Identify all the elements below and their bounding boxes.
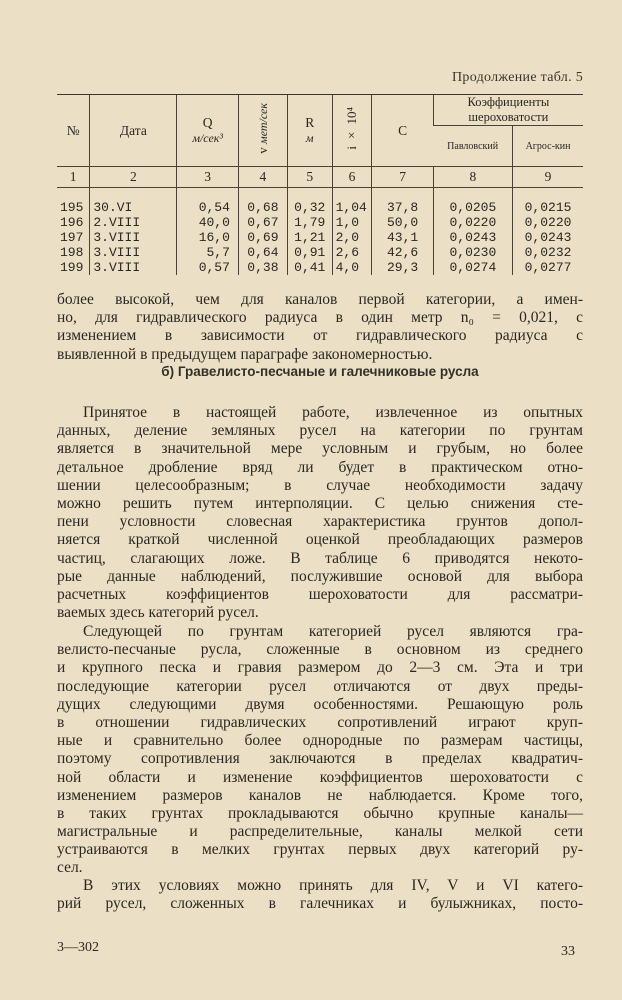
header-pavlovsky: Павловский [447, 140, 499, 152]
column-number: 3 [177, 167, 238, 188]
text-line: изменением размеров каналов не наблюдается. Кроме того, [57, 786, 583, 804]
paragraph-3 [57, 877, 583, 913]
header-r-symbol: R [305, 115, 315, 130]
table-cell: 43,1 [372, 230, 433, 245]
table-row [57, 260, 583, 275]
text-line: в таких грунтах прокладываются обычно крупные каналы— [57, 804, 583, 822]
table-cell: 195 [60, 200, 84, 215]
text-line: рые данные наблюдений, послужившие основой для выбора [57, 567, 583, 585]
text-line: велисто-песчаные русла, сложенные в основном из среднего [57, 641, 583, 659]
paragraph-2 [57, 623, 583, 878]
table-cell: 1,0 [332, 215, 372, 230]
table-cell: 42,6 [372, 245, 433, 260]
column-number: 4 [238, 167, 287, 188]
table-cell: 29,3 [372, 260, 433, 275]
text-line: можно решить путем интерполяции. С целью снижения сте- [57, 494, 583, 512]
table-cell: 50,0 [372, 215, 433, 230]
text-line: устраиваются в мелких грунтах первых двух категорий ру- [57, 841, 583, 859]
text-line: является в значительной мере условным и грубым, но более [57, 440, 583, 458]
table-cell: 0,67 [238, 215, 287, 230]
table-body [57, 188, 583, 276]
text-line: в отношении гидравлических сопротивлений играют круп- [57, 713, 583, 731]
column-number: 7 [372, 167, 433, 188]
table-cell: 0,64 [238, 245, 287, 260]
text-line: более высокой, чем для каналов первой категории, а имен- [57, 291, 583, 308]
text-line: магистральные и распределительные, каналы мелкой сети [57, 823, 583, 841]
table-cell: 2,6 [332, 245, 372, 260]
table-cell: 0,54 [177, 188, 238, 216]
text-line: но, для гидравлического радиуса в один метр n₀ = 0,021, с [57, 309, 583, 327]
table-cell: 0,0220 [433, 215, 512, 230]
table-cell: 0,0205 [433, 188, 512, 216]
data-table [57, 94, 583, 275]
text-line: сел. [57, 859, 83, 877]
table-cell: 198 [60, 245, 84, 260]
table-cell: 37,8 [372, 188, 433, 216]
table-cell: 3.VIII [90, 230, 177, 245]
text-line: частиц, слагающих ложе. В таблице 6 приводятся некото- [57, 549, 583, 567]
table-cell: 0,0277 [513, 260, 583, 275]
text-line: ной области и изменение коэффициентов шероховатости с [57, 768, 583, 786]
table-cell: 2,0 [332, 230, 372, 245]
table-cell: 197 [60, 230, 84, 245]
header-v-unit: мет/сек [255, 103, 270, 145]
table-cell: 1,79 [287, 215, 332, 230]
text-line: поэтому сопротивления заключаются в пределах квадратич- [57, 750, 583, 768]
text-line: В этих условиях можно принять для IV, V и VI катего- [83, 877, 583, 894]
table-cell: 0,0243 [433, 230, 512, 245]
text-line: расчетных коэффициентов шероховатости для рассматри- [57, 585, 583, 603]
table-row [57, 245, 583, 260]
table-cell: 3.VIII [90, 245, 177, 260]
header-r [287, 95, 332, 167]
table-cell: 4,0 [332, 260, 372, 275]
header-v [238, 95, 287, 167]
text-line: Следующей по грунтам категорией русел являются гра- [83, 623, 583, 640]
table-cell: 0,68 [238, 188, 287, 216]
table-cell: 0,32 [287, 188, 332, 216]
text-line: дущих следующими двумя особенностями. Решающую роль [57, 695, 583, 713]
table-row [57, 215, 583, 230]
header-agroskin: Агрос-кин [513, 126, 583, 167]
header-i [332, 95, 372, 167]
column-number: 5 [287, 167, 332, 188]
text-line: няется краткой численной оценкой преобладающих размеров [57, 531, 583, 549]
text-line: данных, деление земляных русел на категории по грунтам [57, 422, 583, 440]
header-r-unit: м [305, 131, 314, 145]
table-cell: 196 [60, 215, 84, 230]
table-cell: 0,0232 [513, 245, 583, 260]
header-v-symbol: v [254, 147, 270, 154]
table-cell: 40,0 [177, 215, 238, 230]
table-cell: 0,0220 [513, 215, 583, 230]
table-cell: 2.VIII [90, 215, 177, 230]
text-line: выявленной в предыдущем параграфе закономерностью. [57, 345, 433, 363]
header-c: C [372, 95, 433, 167]
text-line: пени условности словесная характеристика грунтов допол- [57, 513, 583, 531]
table-cell: 0,41 [287, 260, 332, 275]
table-cell: 0,0215 [513, 188, 583, 216]
header-roughness-group: Коэффициенты шероховатости [433, 95, 583, 126]
table-row [57, 188, 583, 216]
text-line: изменением в зависимости от гидравлического радиуса с [57, 327, 583, 345]
text-line: ные и сравнительно более однородные по размерам частицы, [57, 732, 583, 750]
table-cell: 199 [60, 260, 84, 275]
table-cell: 0,38 [238, 260, 287, 275]
table-cell: 0,57 [177, 260, 238, 275]
table-cell: 0,0274 [433, 260, 512, 275]
table-cell: 0,69 [238, 230, 287, 245]
intro-text [57, 291, 583, 364]
column-number: 2 [90, 167, 177, 188]
table-cell: 3.VIII [90, 260, 177, 275]
header-i-label: i × 10⁴ [344, 107, 360, 150]
page-number: 33 [561, 944, 575, 959]
column-number: 8 [433, 167, 512, 188]
text-line: детальное дробление вряд ли будет в практическом отно- [57, 458, 583, 476]
header-q-unit: м/сек³ [192, 131, 224, 145]
text-line: последующие категории русел отличаются от двух преды- [57, 677, 583, 695]
column-number: 9 [513, 167, 583, 188]
table-cell: 5,7 [177, 245, 238, 260]
header-date: Дата [90, 95, 177, 167]
column-number: 6 [332, 167, 372, 188]
header-q-symbol: Q [202, 115, 213, 130]
text-line: ваемых здесь категорий русел. [57, 604, 259, 622]
table-cell: 1,04 [332, 188, 372, 216]
text-line: рий русел, сложенных в галечниках и булыжниках, посто- [57, 895, 583, 913]
header-q [177, 95, 238, 167]
text-line: шении целесообразным; в случае необходимости задачу [57, 476, 583, 494]
table-cell: 0,0230 [433, 245, 512, 260]
table-row [57, 230, 583, 245]
table-cell: 0,0243 [513, 230, 583, 245]
text-line: Принятое в настоящей работе, извлеченное из опытных [83, 404, 583, 421]
paragraph-1 [57, 404, 583, 622]
header-no: № [57, 95, 90, 167]
section-heading: б) Гравелисто-песчаные и галечниковые русла [161, 364, 479, 379]
table-cell: 1,21 [287, 230, 332, 245]
signature-mark: 3—302 [57, 940, 99, 955]
table-caption: Продолжение табл. 5 [452, 70, 583, 85]
column-number: 1 [57, 167, 90, 188]
table-cell: 30.VI [90, 188, 177, 216]
table-cell: 16,0 [177, 230, 238, 245]
text-line: и крупного песка и гравия размером до 2—3 см. Эта и три [57, 659, 583, 677]
table-cell: 0,91 [287, 245, 332, 260]
